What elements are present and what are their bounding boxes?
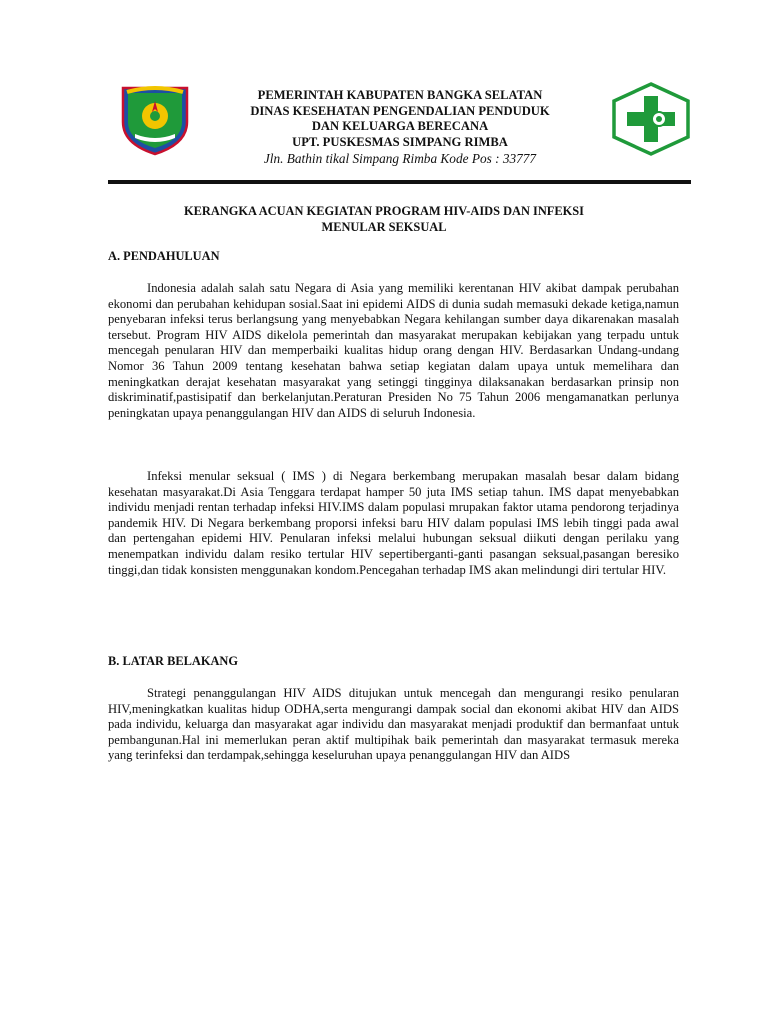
section-a-heading: A. PENDAHULUAN [108,249,220,263]
section-b-heading: B. LATAR BELAKANG [108,654,239,668]
section-a-paragraph-1: Indonesia adalah salah satu Negara di Asia yang memiliki kerentanan HIV akibat dampak perubahan ekonomi dan perubahan kehidupan sosial.Saat ini epidemi AIDS di dunia sudah memasuki dekade ketiga,namun penyebaran infeksi terus berlangsung yang menyebabkan Negara kehilangan sumber daya dikarenakan masalah tersebut. Program HIV AIDS dikelola pemerintah dan masyarakat merupakan kebijakan yang terpadu untuk mencegah penularan HIV dan memperbaiki kualitas hidup orang dengan HIV. Berdasarkan Undang-undang Nomor 36 Tahun 2009 tentang kesehatan bahwa setiap kegiatan dalam upaya untuk memelihara dan meningkatkan derajat kesehatan masyarakat yang setinggi tingginya dilaksanakan berdasarkan prinsip non diskriminatif,pastisipatif dan berkelanjutan.Peraturan Presiden No 75 Tahun 2006 mengamanatkan perlunya peningkatan upaya penanggulangan HIV dan AIDS di seluruh Indonesia. [108,281,679,420]
letterhead-line-1: PEMERINTAH KABUPATEN BANGKA SELATAN [257,88,543,102]
letterhead [200,88,600,167]
letterhead-line-3: DAN KELUARGA BERECANA [311,119,489,133]
bangka-selatan-logo [117,82,193,156]
letterhead-divider [108,180,691,184]
document-title-line-2: MENULAR SEKSUAL [321,219,447,234]
section-a-paragraph-2: Infeksi menular seksual ( IMS ) di Negara berkembang merupakan masalah besar dalam bidang kesehatan masyarakat.Di Asia Tenggara terdapat hamper 50 juta IMS setiap tahun. IMS dapat menyebabkan individu menjadi rentan terhadap infeksi HIV.IMS dalam populasi mrupakan faktor utama pendorong terjadinya pandemik HIV. Di Negara berkembang proporsi infeksi baru HIV dalam populasi IMS lebih tinggi pada awal dan pertengahan epidemi HIV. Penularan infeksi melalui hubungan seksual diikuti dengan perilaku yang menempatkan individu dalam resiko tertular HIV sepertiberganti-ganti pasangan seksual,pasangan beresiko tinggi,dan tidak konsisten menggunakan kondom.Pencegahan terhadap IMS akan melindungi diri tertular HIV. [108,469,679,577]
letterhead-line-4: UPT. PUSKESMAS SIMPANG RIMBA [292,134,508,149]
letterhead-line-2: DINAS KESEHATAN PENGENDALIAN PENDUDUK [250,103,550,118]
document-title [108,204,660,235]
section-b-paragraph-1: Strategi penanggulangan HIV AIDS ditujukan untuk mencegah dan mengurangi resiko penularan HIV,meningkatkan kualitas hidup ODHA,serta mengurangi dampak social dan ekonomi akibat HIV dan AIDS pada individu, keluarga dan masyarakat agar individu dan masyarakat menjadi produktif dan bermanfaat untuk pembangunan.Hal ini memerlukan peran aktif multipihak baik pemerintah dan masyarakat termasuk mereka yang terinfeksi dan terdampak,sehingga keseluruhan upaya penanggulangan HIV dan AIDS [108,686,679,763]
letterhead-address: Jln. Bathin tikal Simpang Rimba Kode Pos : 33777 [263,151,537,166]
document-title-line-1: KERANGKA ACUAN KEGIATAN PROGRAM HIV-AIDS DAN INFEKSI [184,204,584,218]
puskesmas-logo [610,81,692,157]
